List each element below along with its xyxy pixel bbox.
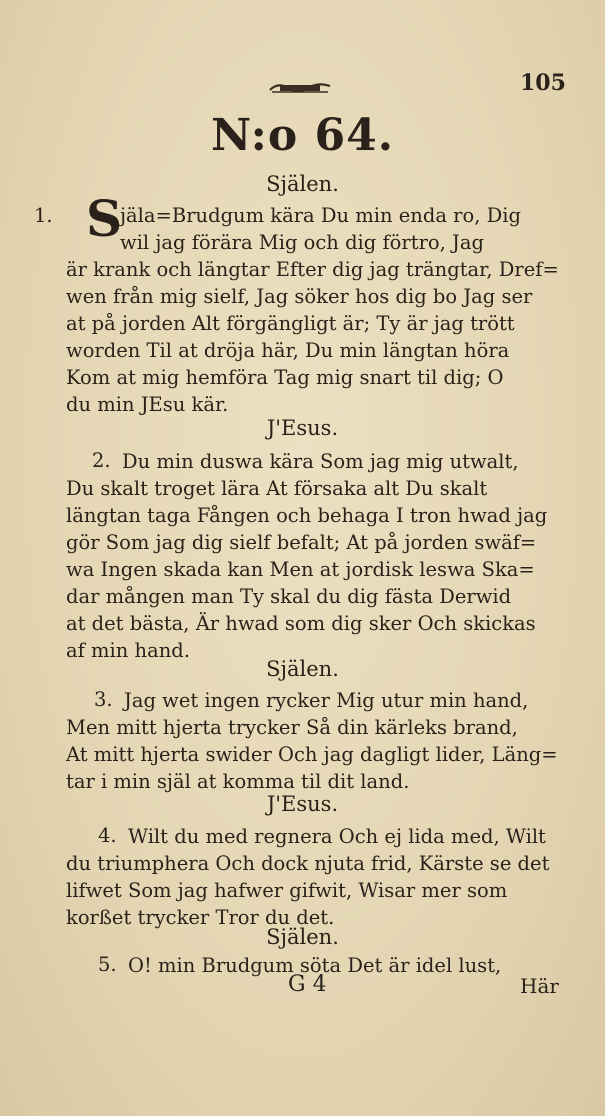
verse-line: korßet trycker Tror du det.	[66, 906, 335, 929]
verse-line: At mitt hjerta swider Och jag dagligt lider, Läng=	[66, 743, 558, 766]
speaker-label: Själen.	[266, 925, 339, 949]
verse-line: O! min Brudgum söta Det är idel lust,	[128, 954, 502, 977]
printer-signature: G 4	[288, 972, 327, 997]
verse-line: af min hand.	[66, 639, 190, 662]
verse-line: gör Som jag dig sielf befalt; At på jorden swäf=	[66, 531, 537, 554]
verse-number: 3.	[94, 688, 113, 711]
verse-line: tar i min själ at komma til dit land.	[66, 770, 410, 793]
verse-line: wen från mig sielf, Jag söker hos dig bo Jag ser	[66, 285, 533, 308]
verse-line: at på jorden Alt förgängligt är; Ty är jag trött	[66, 312, 515, 335]
verse-line: Wilt du med regnera Och ej lida med, Wilt	[128, 825, 546, 848]
verse-line: wa Ingen skada kan Men at jordisk leswa Ska=	[66, 558, 535, 581]
verse-line: längtan taga Fången och behaga I tron hwad jag	[66, 504, 548, 527]
verse-line: du min JEsu kär.	[66, 393, 229, 416]
catchword: Här	[520, 974, 559, 998]
verse-line: Jag wet ingen rycker Mig utur min hand,	[124, 689, 529, 712]
speaker-label: J'Esus.	[266, 416, 339, 440]
verse-line: worden Til at dröja här, Du min längtan höra	[66, 339, 510, 362]
verse-line: at det bästa, Är hwad som dig sker Och skickas	[66, 612, 536, 635]
speaker-label: Själen.	[266, 657, 339, 681]
speaker-label: J'Esus.	[266, 792, 339, 816]
verse-number: 2.	[92, 449, 111, 472]
verse-line: är krank och längtar Efter dig jag trängtar, Dref=	[66, 258, 559, 281]
verse-line: du triumphera Och dock njuta frid, Kärste se det	[66, 852, 550, 875]
verse-line: Kom at mig hemföra Tag mig snart til dig; O	[66, 366, 504, 389]
verse-line: lifwet Som jag hafwer gifwit, Wisar mer som	[66, 879, 508, 902]
verse-number: 1.	[34, 204, 53, 227]
hymn-number-heading: N:o 64.	[210, 110, 395, 161]
verse-line: dar mången man Ty skal du dig fästa Derwid	[66, 585, 512, 608]
verse-number: 5.	[98, 953, 117, 976]
speaker-label: Själen.	[266, 172, 339, 196]
verse-line: wil jag förära Mig och dig förtro, Jag	[120, 231, 484, 254]
ornament-icon	[268, 78, 332, 98]
verse-line: Du skalt troget lära At försaka alt Du skalt	[66, 477, 488, 500]
drop-cap: S	[86, 189, 123, 248]
verse-line: jäla=Brudgum kära Du min enda ro, Dig	[120, 204, 521, 227]
verse-line: Du min duswa kära Som jag mig utwalt,	[122, 450, 519, 473]
verse-number: 4.	[98, 824, 117, 847]
verse-line: Men mitt hjerta trycker Så din kärleks brand,	[66, 716, 518, 739]
page-number: 105	[520, 70, 566, 96]
